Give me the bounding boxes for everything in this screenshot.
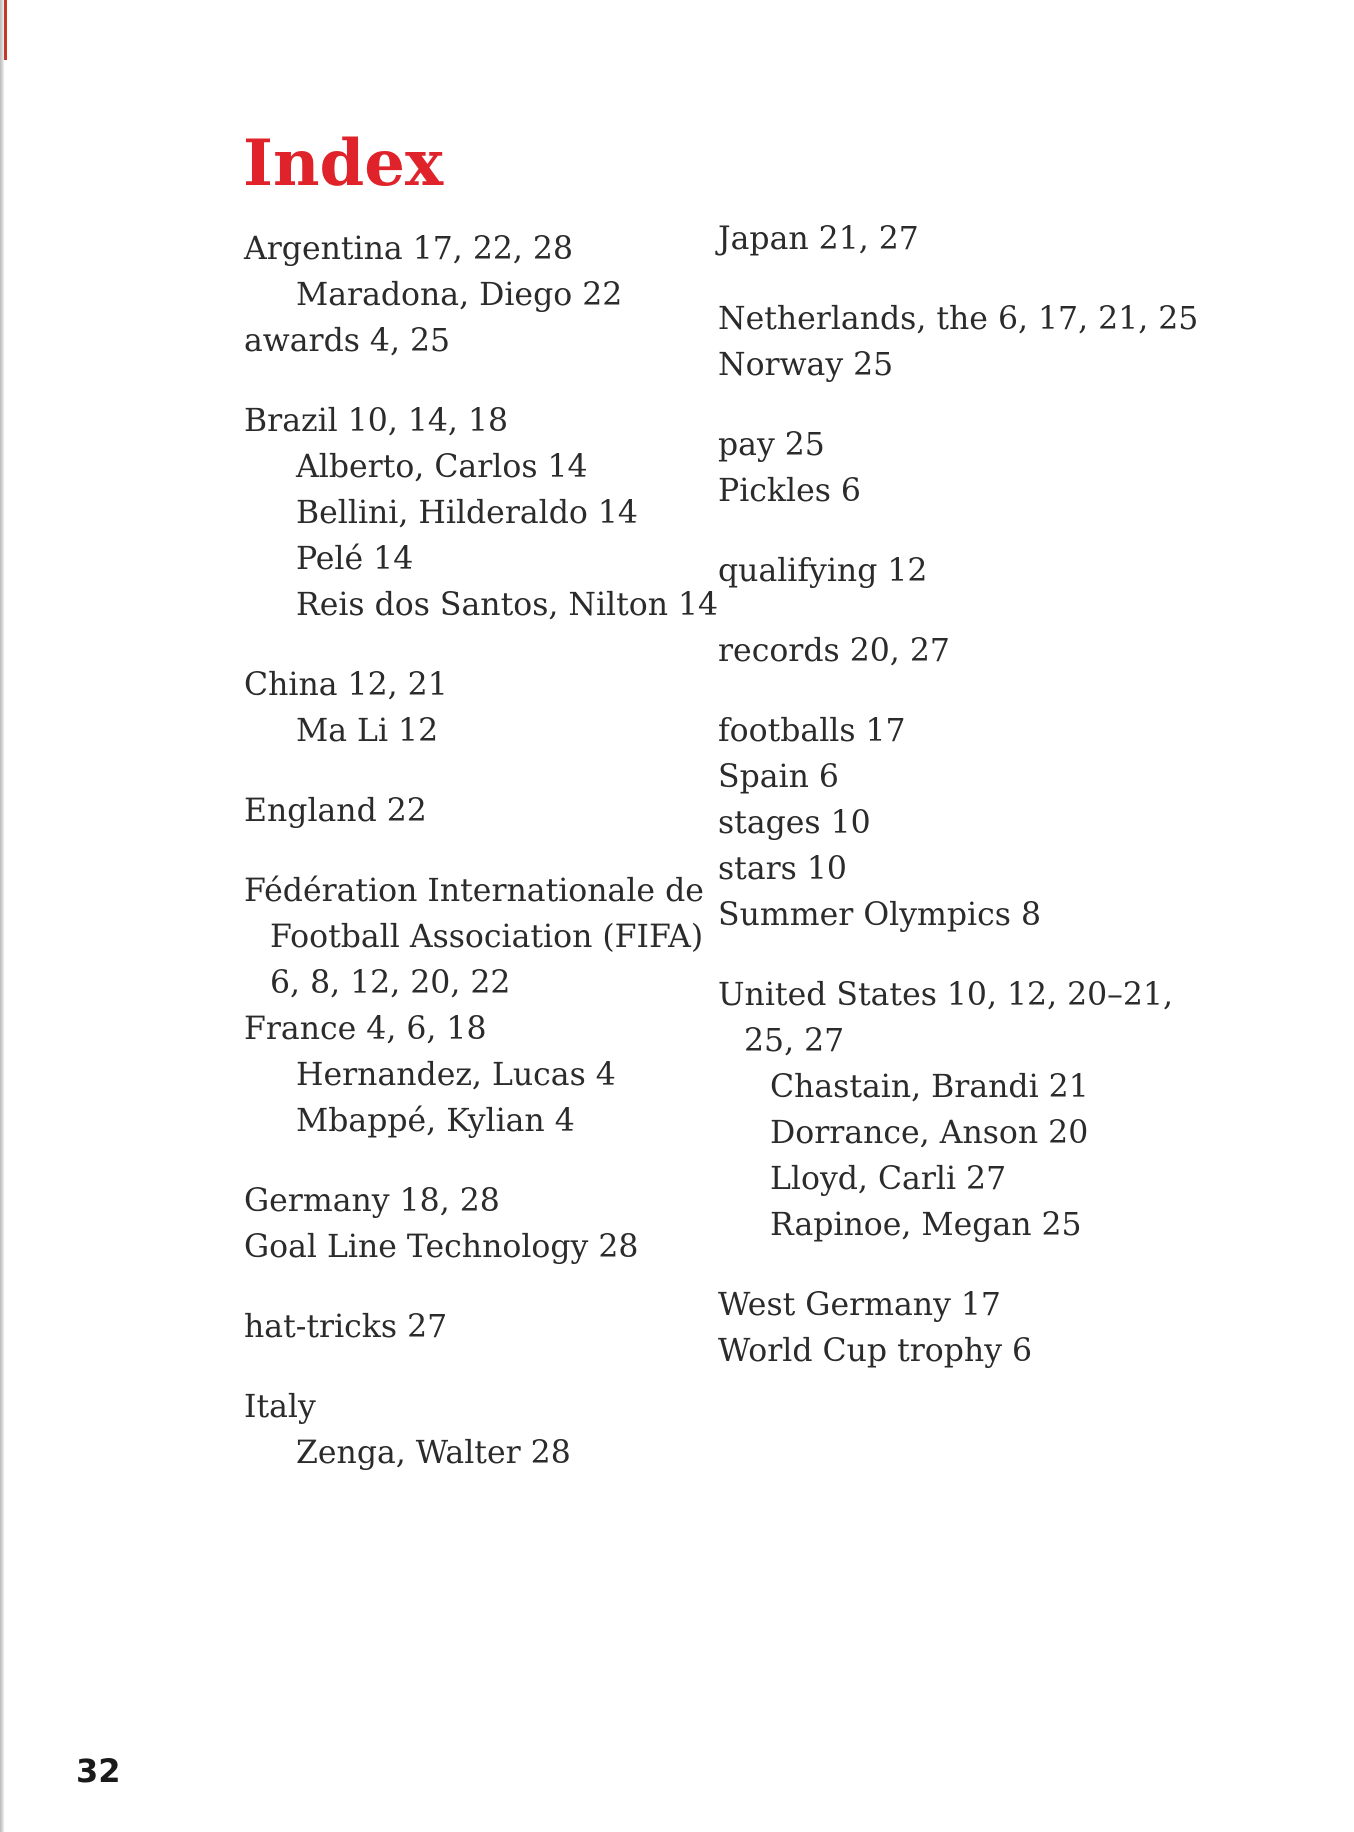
index-entry: Goal Line Technology 28 [244, 1229, 639, 1265]
page-number: 32 [76, 1752, 121, 1790]
index-entry-continued: 25, 27 [744, 1023, 845, 1059]
index-entry: Fédération Internationale de [244, 873, 704, 909]
index-subentry: Hernandez, Lucas 4 [296, 1057, 616, 1093]
index-subentry: Lloyd, Carli 27 [770, 1161, 1007, 1197]
index-subentry: Maradona, Diego 22 [296, 277, 623, 313]
index-entry: United States 10, 12, 20–21, [718, 977, 1174, 1013]
index-entry: hat-tricks 27 [244, 1309, 448, 1345]
index-entry: Brazil 10, 14, 18 [244, 403, 509, 439]
index-entry: awards 4, 25 [244, 323, 451, 359]
page-edge-red-mark [4, 0, 7, 60]
index-entry: stars 10 [718, 851, 847, 887]
index-subentry: Pelé 14 [296, 541, 414, 577]
index-entry-continued: Football Association (FIFA) [270, 919, 704, 955]
index-entry: Japan 21, 27 [718, 221, 919, 257]
index-entry: footballs 17 [718, 713, 906, 749]
index-entry: qualifying 12 [718, 553, 928, 589]
index-entry: Spain 6 [718, 759, 839, 795]
index-entry: records 20, 27 [718, 633, 950, 669]
index-subentry: Dorrance, Anson 20 [770, 1115, 1089, 1151]
index-subentry: Mbappé, Kylian 4 [296, 1103, 575, 1139]
index-entry: Pickles 6 [718, 473, 861, 509]
index-entry: England 22 [244, 793, 427, 829]
index-subentry: Bellini, Hilderaldo 14 [296, 495, 638, 531]
index-entry: stages 10 [718, 805, 871, 841]
index-entry: Italy [244, 1389, 316, 1425]
index-column-left [244, 226, 734, 1476]
index-subentry: Zenga, Walter 28 [296, 1435, 571, 1471]
index-subentry: Ma Li 12 [296, 713, 439, 749]
index-entry: West Germany 17 [718, 1287, 1001, 1323]
index-subentry: Reis dos Santos, Nilton 14 [296, 587, 719, 623]
index-entry: pay 25 [718, 427, 825, 463]
index-entry: France 4, 6, 18 [244, 1011, 487, 1047]
index-subentry: Chastain, Brandi 21 [770, 1069, 1089, 1105]
index-entry: Summer Olympics 8 [718, 897, 1041, 933]
index-entry: World Cup trophy 6 [718, 1333, 1033, 1369]
page-edge-shadow [0, 0, 4, 1832]
index-entry-continued: 6, 8, 12, 20, 22 [270, 965, 511, 1001]
index-entry: Netherlands, the 6, 17, 21, 25 [718, 301, 1199, 337]
index-entry: Germany 18, 28 [244, 1183, 500, 1219]
index-subentry: Alberto, Carlos 14 [296, 449, 588, 485]
index-entry: China 12, 21 [244, 667, 448, 703]
index-entry: Norway 25 [718, 347, 894, 383]
index-entry: Argentina 17, 22, 28 [244, 231, 574, 267]
index-title: Index [243, 126, 444, 201]
index-column-right [718, 216, 1278, 1374]
index-subentry: Rapinoe, Megan 25 [770, 1207, 1082, 1243]
